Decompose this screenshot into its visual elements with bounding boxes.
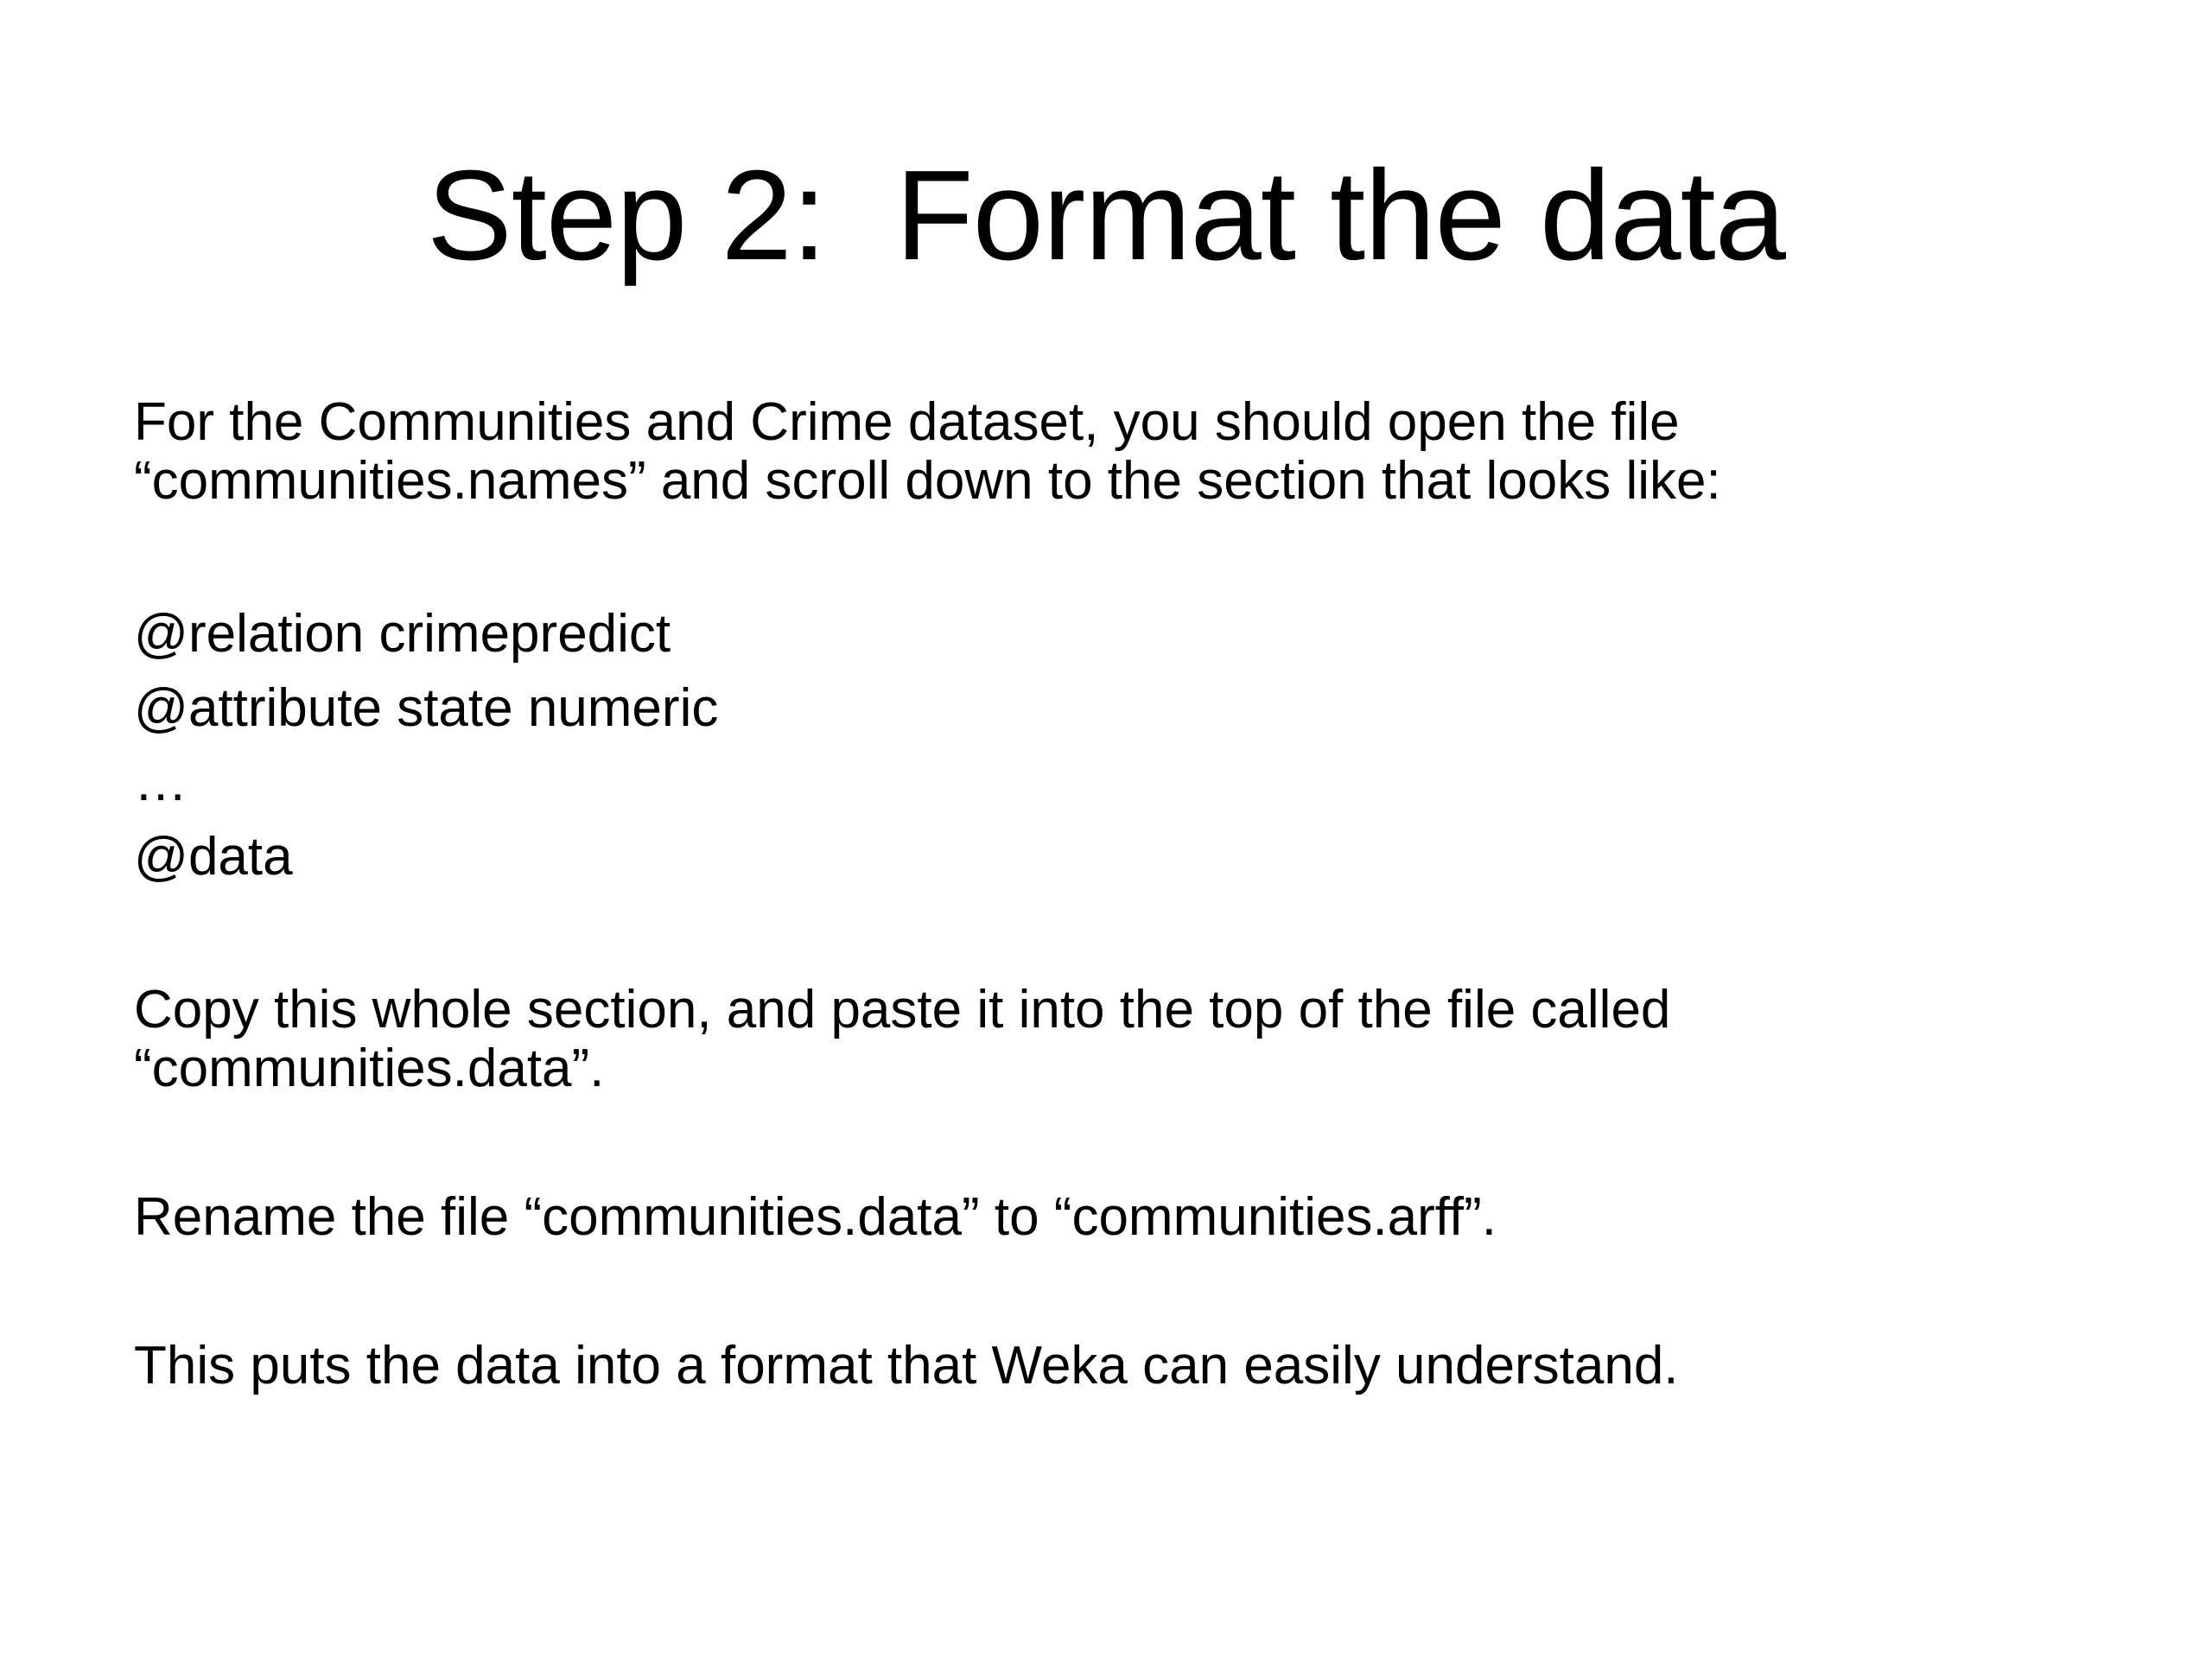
copy-line-1: Copy this whole section, and paste it into the top of the file called — [134, 980, 1671, 1039]
code-line-attribute: @attribute state numeric — [134, 678, 719, 738]
code-line-relation: @relation crimepredict — [134, 604, 671, 664]
code-line-ellipsis: … — [134, 753, 188, 812]
intro-line-1: For the Communities and Crime dataset, you should open the file — [134, 392, 1680, 452]
slide-body — [134, 393, 2121, 1395]
arff-header-snippet — [134, 597, 2121, 894]
slide-title: Step 2: Format the data — [427, 144, 1785, 287]
copy-line-2: “communities.data”. — [134, 1039, 605, 1098]
closing-paragraph: This puts the data into a format that Weka can easily understand. — [134, 1336, 1679, 1395]
intro-paragraph — [134, 393, 2121, 511]
rename-paragraph: Rename the file “communities.data” to “communities.arff”. — [134, 1187, 1497, 1247]
code-line-data: @data — [134, 827, 293, 887]
intro-line-2: “communities.names” and scroll down to the section that looks like: — [134, 451, 1721, 511]
copy-paragraph — [134, 981, 2121, 1098]
